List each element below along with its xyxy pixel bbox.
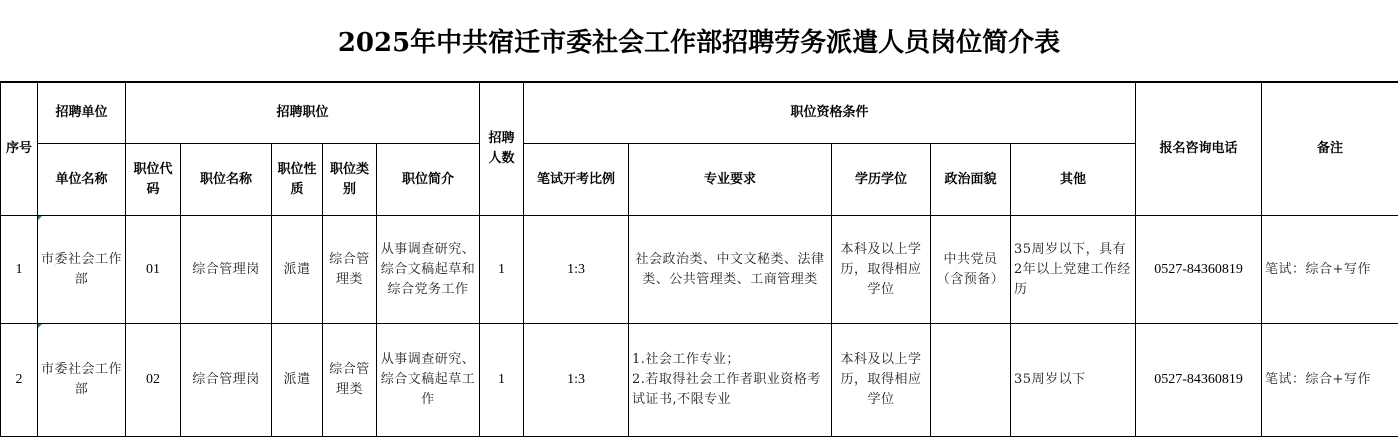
row-education[interactable]: 本科及以上学历，取得相应学位 bbox=[832, 324, 931, 437]
header-unit-group: 招聘单位 bbox=[38, 83, 126, 144]
header-remark: 备注 bbox=[1262, 83, 1398, 216]
header-position-group: 招聘职位 bbox=[126, 83, 480, 144]
row-political[interactable]: 中共党员（含预备） bbox=[931, 216, 1011, 324]
major-line: 1.社会工作专业； bbox=[632, 350, 828, 370]
header-position-category: 职位类别 bbox=[323, 144, 377, 216]
row-category[interactable]: 综合管理类 bbox=[323, 216, 377, 324]
header-row-1 bbox=[1, 83, 1398, 144]
row-other[interactable]: 35周岁以下 bbox=[1011, 324, 1136, 437]
header-position-nature: 职位性质 bbox=[272, 144, 323, 216]
header-political: 政治面貌 bbox=[931, 144, 1011, 216]
header-exam-ratio: 笔试开考比例 bbox=[524, 144, 629, 216]
header-position-name: 职位名称 bbox=[181, 144, 272, 216]
header-seq: 序号 bbox=[1, 83, 38, 216]
row-position-name[interactable]: 综合管理岗 bbox=[181, 216, 272, 324]
row-seq[interactable]: 2 bbox=[1, 324, 38, 437]
header-position-intro: 职位简介 bbox=[377, 144, 480, 216]
header-unit-name: 单位名称 bbox=[38, 144, 126, 216]
row-remark[interactable]: 笔试：综合+写作 bbox=[1262, 216, 1398, 324]
table-row[interactable] bbox=[1, 324, 1398, 437]
row-code[interactable]: 02 bbox=[126, 324, 181, 437]
header-position-code: 职位代码 bbox=[126, 144, 181, 216]
row-major[interactable]: 社会政治类、中文文秘类、法律类、公共管理类、工商管理类 bbox=[629, 216, 832, 324]
positions-table bbox=[0, 82, 1398, 437]
row-major[interactable] bbox=[629, 324, 832, 437]
header-phone: 报名咨询电话 bbox=[1136, 83, 1262, 216]
row-intro[interactable]: 从事调查研究、综合文稿起草和综合党务工作 bbox=[377, 216, 480, 324]
cell-comment-marker bbox=[38, 216, 42, 220]
row-phone[interactable]: 0527-84360819 bbox=[1136, 324, 1262, 437]
row-nature[interactable]: 派遣 bbox=[272, 324, 323, 437]
row-other[interactable]: 35周岁以下，具有2年以上党建工作经历 bbox=[1011, 216, 1136, 324]
row-ratio[interactable]: 1:3 bbox=[524, 324, 629, 437]
row-count[interactable]: 1 bbox=[480, 324, 524, 437]
header-education: 学历学位 bbox=[832, 144, 931, 216]
row-unit-text: 市委社会工作部 bbox=[41, 362, 122, 397]
row-category[interactable]: 综合管理类 bbox=[323, 324, 377, 437]
row-position-name[interactable]: 综合管理岗 bbox=[181, 324, 272, 437]
row-ratio[interactable]: 1:3 bbox=[524, 216, 629, 324]
row-remark[interactable]: 笔试：综合+写作 bbox=[1262, 324, 1398, 437]
header-other: 其他 bbox=[1011, 144, 1136, 216]
header-count: 招聘人数 bbox=[480, 83, 524, 216]
row-unit[interactable] bbox=[38, 324, 126, 437]
row-code[interactable]: 01 bbox=[126, 216, 181, 324]
row-intro[interactable]: 从事调查研究、综合文稿起草工作 bbox=[377, 324, 480, 437]
cell-comment-marker bbox=[38, 324, 42, 328]
row-count[interactable]: 1 bbox=[480, 216, 524, 324]
row-unit[interactable] bbox=[38, 216, 126, 324]
header-qualification-group: 职位资格条件 bbox=[524, 83, 1136, 144]
row-seq[interactable]: 1 bbox=[1, 216, 38, 324]
row-political[interactable] bbox=[931, 324, 1011, 437]
major-line: 2.若取得社会工作者职业资格考试证书,不限专业 bbox=[632, 370, 828, 410]
row-nature[interactable]: 派遣 bbox=[272, 216, 323, 324]
row-phone[interactable]: 0527-84360819 bbox=[1136, 216, 1262, 324]
row-unit-text: 市委社会工作部 bbox=[41, 252, 122, 287]
header-major: 专业要求 bbox=[629, 144, 832, 216]
table-row[interactable] bbox=[1, 216, 1398, 324]
table-title: 2025年中共宿迁市委社会工作部招聘劳务派遣人员岗位简介表 bbox=[0, 0, 1398, 82]
row-education[interactable]: 本科及以上学历，取得相应学位 bbox=[832, 216, 931, 324]
